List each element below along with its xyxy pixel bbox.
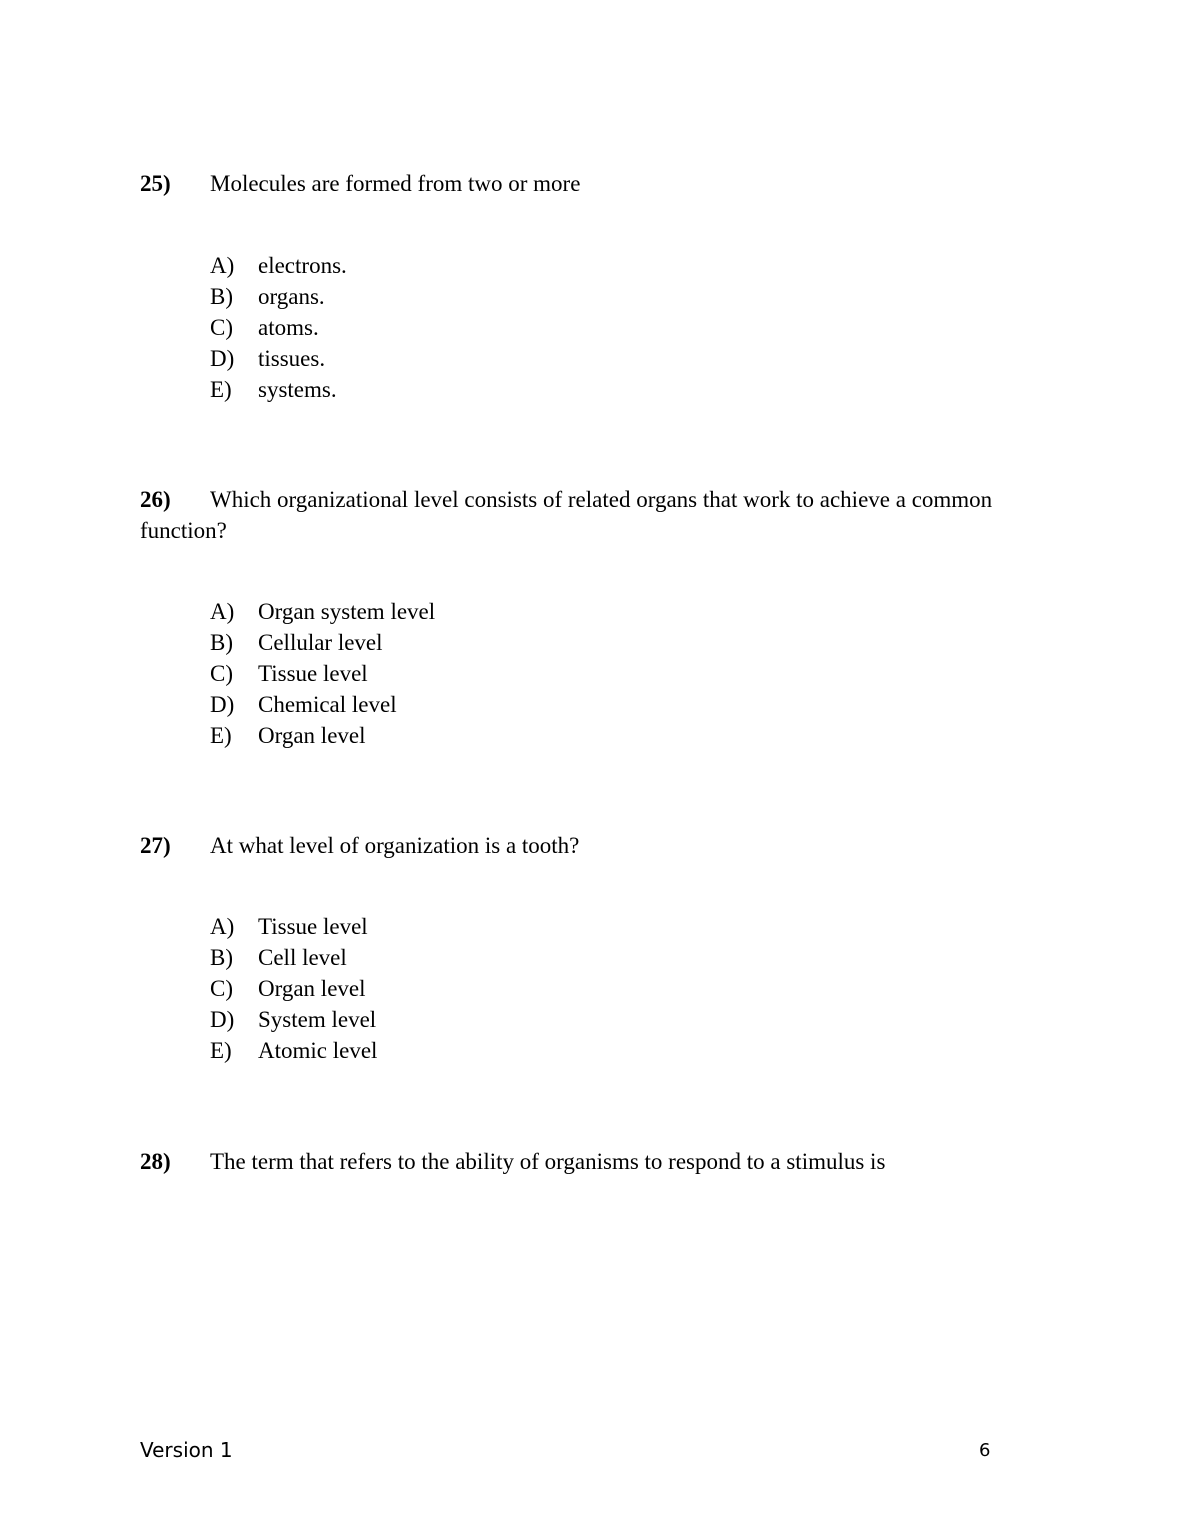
option-letter: B) <box>210 630 233 655</box>
option-letter: D) <box>210 1007 235 1032</box>
option-text: organs. <box>258 284 325 309</box>
option-a[interactable] <box>210 911 377 942</box>
option-text: electrons. <box>258 253 347 278</box>
option-text: Cell level <box>258 945 347 970</box>
option-letter: B) <box>210 284 233 309</box>
page-number: 6 <box>979 1440 991 1461</box>
option-b[interactable] <box>210 627 435 658</box>
option-letter: D) <box>210 346 235 371</box>
option-letter: E) <box>210 377 232 402</box>
question-26 <box>140 484 1020 546</box>
option-text: Organ system level <box>258 599 436 624</box>
question-number: 25) <box>140 171 171 196</box>
option-text: atoms. <box>258 315 319 340</box>
option-d[interactable] <box>210 1004 377 1035</box>
option-a[interactable] <box>210 250 347 281</box>
option-c[interactable] <box>210 973 377 1004</box>
question-25 <box>140 168 1020 199</box>
question-number: 26) <box>140 487 171 512</box>
option-b[interactable] <box>210 942 377 973</box>
option-text: Chemical level <box>258 692 397 717</box>
option-e[interactable] <box>210 374 347 405</box>
question-text: At what level of organization is a tooth? <box>210 833 580 858</box>
option-letter: C) <box>210 976 233 1001</box>
option-text: Organ level <box>258 723 366 748</box>
option-letter: A) <box>210 914 235 939</box>
answer-options-27 <box>210 911 377 1066</box>
option-a[interactable] <box>210 596 435 627</box>
option-letter: A) <box>210 599 235 624</box>
option-b[interactable] <box>210 281 347 312</box>
option-letter: B) <box>210 945 233 970</box>
option-e[interactable] <box>210 720 435 751</box>
option-letter: E) <box>210 723 232 748</box>
option-d[interactable] <box>210 689 435 720</box>
question-28 <box>140 1146 1020 1177</box>
question-number: 28) <box>140 1149 171 1174</box>
answer-options-25 <box>210 250 347 405</box>
question-text: Molecules are formed from two or more <box>210 171 581 196</box>
option-letter: C) <box>210 315 233 340</box>
option-text: System level <box>258 1007 377 1032</box>
answer-options-26 <box>210 596 435 751</box>
option-text: Tissue level <box>258 914 368 939</box>
question-text: The term that refers to the ability of organisms to respond to a stimulus is <box>210 1149 886 1174</box>
option-text: Organ level <box>258 976 366 1001</box>
option-e[interactable] <box>210 1035 377 1066</box>
question-number: 27) <box>140 833 171 858</box>
option-letter: D) <box>210 692 235 717</box>
option-c[interactable] <box>210 312 347 343</box>
option-c[interactable] <box>210 658 435 689</box>
option-letter: E) <box>210 1038 232 1063</box>
version-label: Version 1 <box>140 1438 233 1462</box>
question-text: Which organizational level consists of related organs that work to achieve a common function? <box>140 487 993 543</box>
option-text: tissues. <box>258 346 326 371</box>
option-text: systems. <box>258 377 337 402</box>
question-27 <box>140 830 1020 861</box>
option-letter: A) <box>210 253 235 278</box>
option-text: Tissue level <box>258 661 368 686</box>
option-text: Atomic level <box>258 1038 378 1063</box>
option-letter: C) <box>210 661 233 686</box>
option-text: Cellular level <box>258 630 383 655</box>
option-d[interactable] <box>210 343 347 374</box>
